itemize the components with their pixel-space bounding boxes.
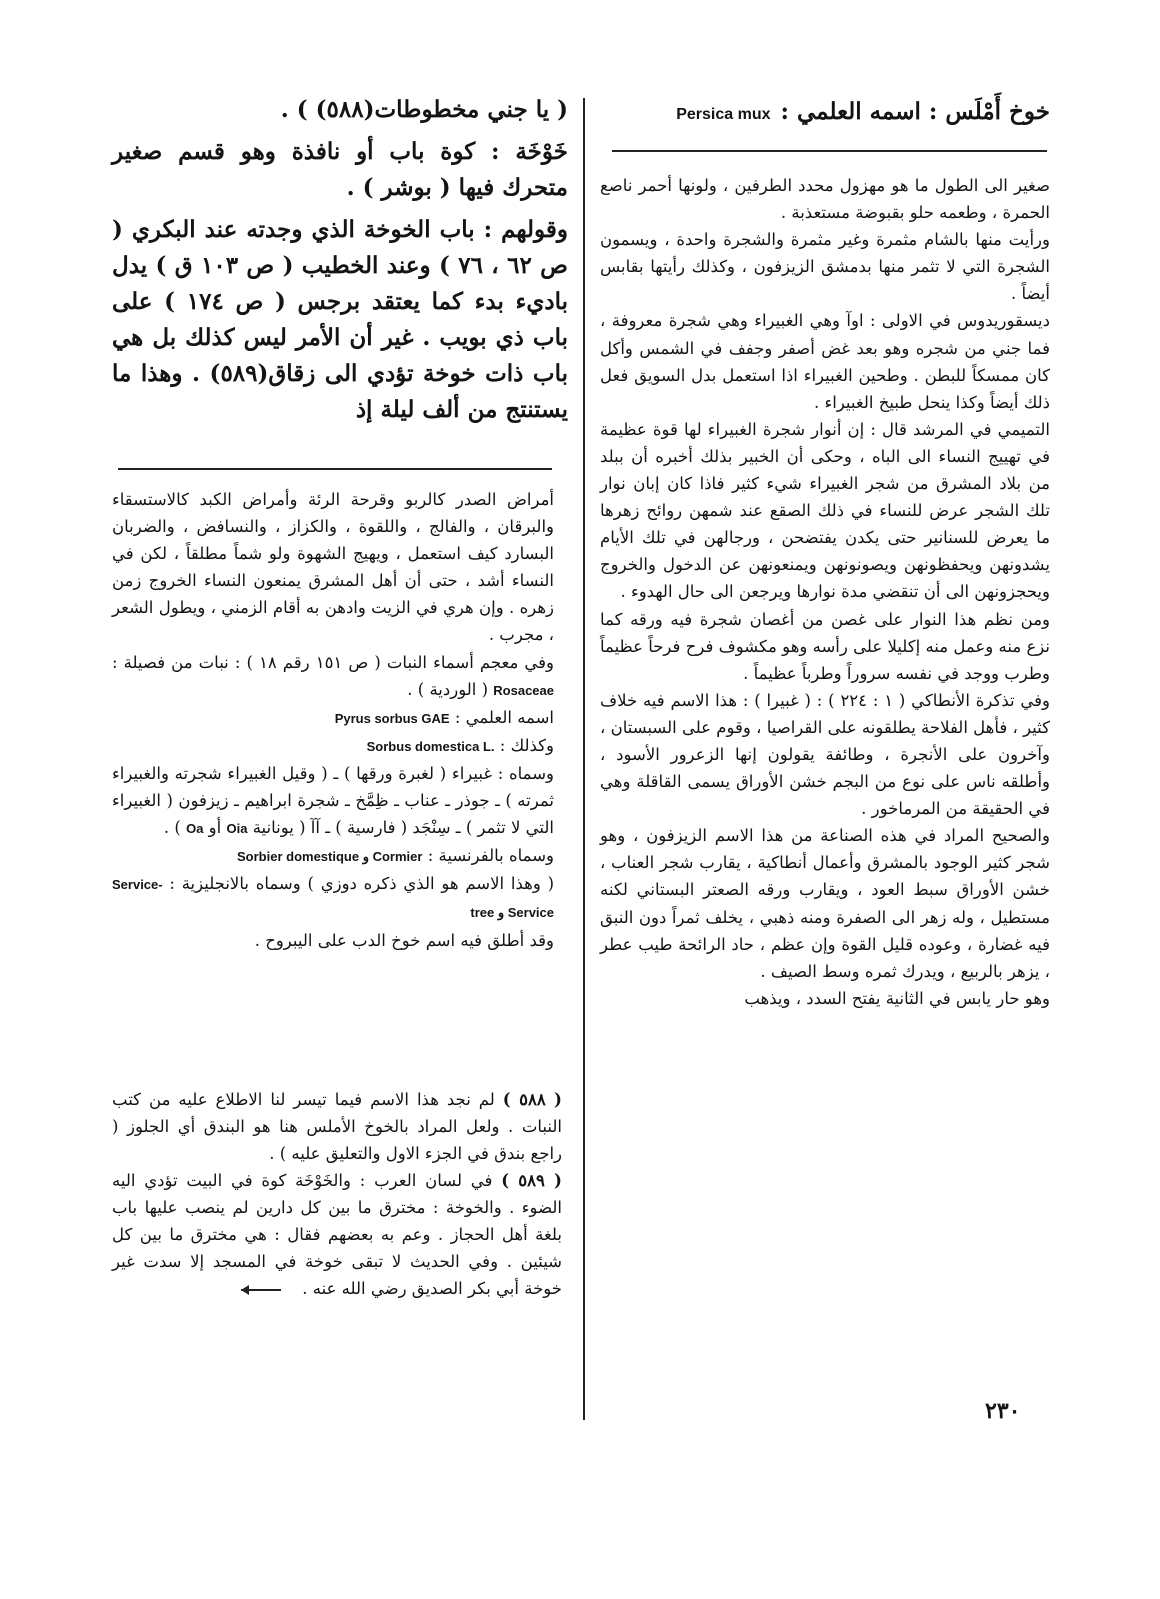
paragraph: ديسقوريدوس في الاولى : اوآ وهي الغبيراء وهي شجرة معروفة ، فما جني من شجره وهو بعد غض أصفر وجفف في الشمس وأكل كان ممسكاً للبطن . وطحين الغبيراء اذا استعمل بدل السويق فعل ذلك أيضاً وكذا ينحل طبيخ الغبيراء . (600, 311, 1050, 412)
paragraph: وقد أطلق فيه اسم خوخ الدب على اليبروح . (254, 930, 554, 950)
heading-arabic: خوخ أَمْلَس : اسمه العلمي : (780, 98, 1050, 125)
paragraph: خَوْخَة : كوة باب أو نافذة وهو قسم صغير متحرك فيها ( بوشر ) . (112, 138, 568, 201)
latin-family-name: Rosaceae (493, 682, 554, 698)
paragraph: وفي تذكرة الأنطاكي ( ١ : ٢٢٤ ) : ( غبيرا ) : هذا الاسم فيه خلاف كثير ، فأهل الفلاحة يطلقونه على القراصيا ، وقوم على السبستان ، وآخرون على الأنجرة ، وطائفة يقولون إنها الزعرور الأسود ، وأطلقه ناس على نوع من البجم خشن الأوراق يسمى القاقلة وهي في الحقيقة من المرماخور . (600, 690, 1050, 819)
paragraph: وسماه : غبيراء ( لغبرة ورقها ) ـ ( وقيل الغبيراء شجرته والغبيراء ثمرته ) ـ جوذر ـ عناب ـ ظِمَّخ ـ شجرة ابراهيم ـ زيزفون ( الغبيراء التي لا تثمر ) ـ سِنْجَد ( فارسية ) ـ آآ ( يونانية Oia أو Oa ) . (112, 763, 554, 838)
footnote-text: لم نجد هذا الاسم فيما تيسر لنا الاطلاع عليه من كتب النبات . ولعل المراد بالخوخ الأملس هنا هو البندق أي الجلوز ( راجع بندق في الجزء الاول والتعليق عليه ) . (112, 1090, 562, 1163)
footnotes (112, 1086, 562, 1302)
paragraph: ورأيت منها بالشام مثمرة وغير مثمرة والشجرة واحدة ، ويسمون الشجرة التي لا تثمر منها بدمشق الزيزفون ، وكذلك رأيتها بقابس أيضاً . (600, 230, 1050, 304)
heading-latin-name: Persica mux (676, 106, 771, 123)
latin-scientific-name: Sorbus domestica L. (366, 738, 495, 754)
paragraph: أمراض الصدر كالربو وقرحة الرئة وأمراض الكبد كالاستسقاء والبرقان ، والفالج ، واللقوة ، والكزاز ، والنسافض ، والضربان البسارد كيف استعمل ، ويهيج الشهوة ولو شماً مطلقاً ، لكن في النساء أشد ، حتى أن أهل المشرق يمنعون النساء الخروج زمن زهره . وإن هري في الزيت وادهن به أقام الزمني ، ويطول الشعر ، مجرب . (112, 490, 554, 645)
footnote-text: في لسان العرب : والخَوْخَة كوة في البيت تؤدي اليه الضوء . والخوخة : مخترق ما بين كل دارين لم ينصب عليها باب بلغة أهل الحجاز . وعم به بعضهم فقال : هي مخترق ما بين كل شيئين . وفي الحديث لا تبقى خوخة في المسجد إلا سدت غير خوخة أبي بكر الصديق رضي الله عنه . (112, 1171, 562, 1298)
greek-name: Oa (186, 821, 204, 837)
right-column-body (600, 172, 1050, 1012)
continuation-arrow-icon (241, 1284, 281, 1296)
paragraph: وكذلك : Sorbus domestica L. (366, 735, 554, 755)
paragraph: اسمه العلمي : Pyrus sorbus GAE (334, 707, 554, 727)
right-column-header (600, 95, 1050, 132)
paragraph: التميمي في المرشد قال : إن أنوار شجرة الغبيراء لها قوة عظيمة في تهييج النساء الى الباه ، وحكى أن الخبير بذلك أخبره أن ببلد من بلاد المشرق من شجر الغبيراء شيء كثير فاذا كان إبان نوار تلك الشجر عرض للنساء في ذلك الصقع عند شمهن روائح زهرها ما يعرض للسنانير حتى يكدن يفتضحن ، ورجالهن في تلك الأيام يشدونهن ويحفظونهن ويصونونهن ويمنعونهن عن الدخول والخروج ويحجزونهن الى أن تنقضي مدة نوارها ويرجعن الى حال الهدوء . (600, 419, 1050, 602)
column-divider (583, 98, 585, 1420)
left-column-continuation (112, 486, 554, 954)
paragraph: ( وهذا الاسم هو الذي ذكره دوزي ) وسماه بالانجليزية : Service-tree و Service (112, 874, 555, 921)
footnote (112, 1086, 562, 1167)
footnote-number: ( ٥٨٨ ) (502, 1090, 562, 1109)
latin-scientific-name: Pyrus sorbus GAE (334, 710, 450, 726)
paragraph: ( يا جني مخطوطات(٥٨٨) ) . (280, 96, 568, 123)
paragraph: وفي معجم أسماء النبات ( ص ١٥١ رقم ١٨ ) : نبات من فصيلة : Rosaceae ( الوردية ) . (112, 652, 554, 699)
greek-name: Oia (226, 821, 248, 837)
paragraph: وسماه بالفرنسية : Sorbier domestique و Cormier (237, 846, 554, 866)
paragraph: وقولهم : باب الخوخة الذي وجدته عند البكري ( ص ٦٢ ، ٧٦ ) وعند الخطيب ( ص ١٠٣ ق ) يدل باديء بدء كما يعتقد برجس ( ص ١٧٤ ) على باب ذي بويب . غير أن الأمر ليس كذلك بل هي باب ذات خوخة تؤدي الى زقاق(٥٨٩) . وهذا ما يستنتج من ألف ليلة إذ (112, 216, 569, 423)
french-name: Sorbier domestique و Cormier (237, 849, 423, 865)
paragraph: صغير الى الطول ما هو مهزول محدد الطرفين ، ولونها أحمر ناصع الحمرة ، وطعمه حلو بقبوضة مستعذبة . (600, 176, 1050, 223)
page-number: ٢٣٠ (985, 1398, 1021, 1424)
paragraph: والصحيح المراد في هذه الصناعة من هذا الاسم الزيزفون ، وهو شجر كثير الوجود بالمشرق وأعمال أنطاكية ، يقارب شجر العناب ، خشن الأوراق سبط العود ، ويقارب ورقه الصعتر البستاني لكنه مستطيل ، وله زهر الى الصفرة ومنه ذهبي ، يخلف ثمراً دون النبق فيه غضارة ، وعوده قليل القوة وإن عظم ، حاد الرائحة طيب عطر ، يزهر بالربيع ، ويدرك ثمره وسط الصيف . (600, 826, 1050, 981)
paragraph: وهو حار يابس في الثانية يفتح السدد ، ويذهب (744, 988, 1050, 1008)
section-rule (118, 468, 552, 470)
paragraph: ومن نظم هذا النوار على غصن من أغصان شجرة فيه ورقه كما نزع منه وعمل منه إكليلا على رأسه وهو مكشوف فرح فرحاً عظيماً وطرب ووجد في نفسه سروراً وطرباً عظيماً . (600, 609, 1050, 683)
footnote (112, 1167, 562, 1302)
left-column-main (112, 92, 568, 428)
english-name: Service-tree و Service (112, 877, 554, 921)
footnote-number: ( ٥٨٩ ) (501, 1171, 562, 1190)
header-rule (612, 150, 1047, 152)
entry-heading (600, 95, 1050, 132)
